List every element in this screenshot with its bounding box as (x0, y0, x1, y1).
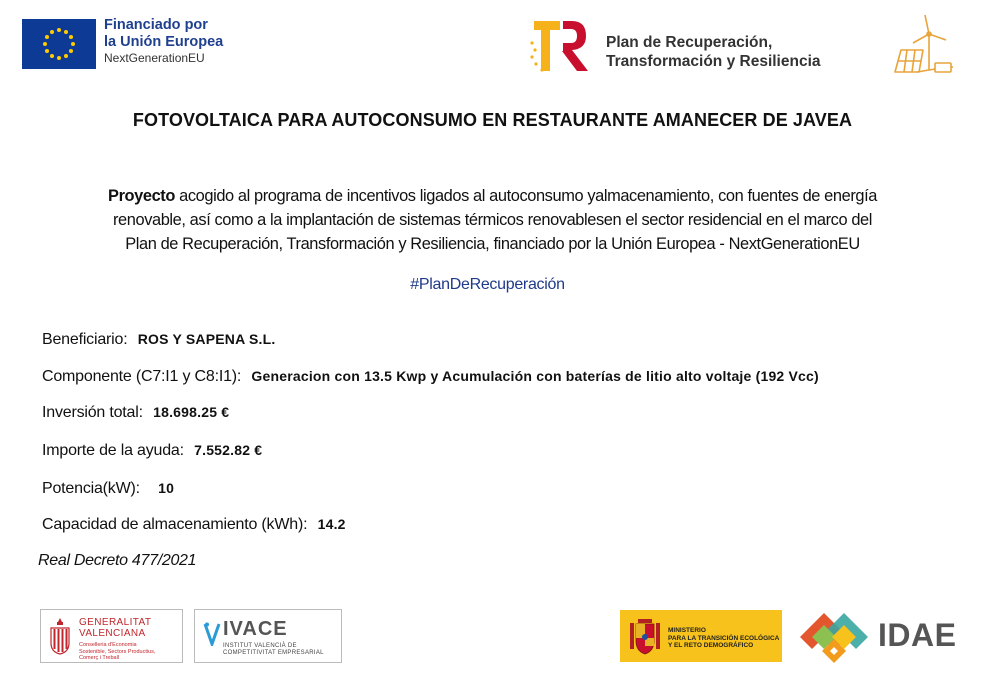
idae-logo-icon (796, 609, 872, 665)
gva-line1: GENERALITAT (79, 617, 152, 628)
generalitat-emblem-icon (48, 616, 72, 656)
gva-sub3: Comerç i Treball (79, 655, 120, 661)
description-line1-text: acogido al programa de incentivos ligados al autoconsumo yalmacenamiento, con fuentes de energía (174, 187, 877, 205)
capacidad-value: 14.2 (317, 516, 346, 532)
ivace-subtitle (223, 643, 324, 657)
ivace-sub2: COMPETITIVITAT EMPRESARIAL (223, 650, 324, 656)
prtr-tr-icon (528, 17, 592, 75)
plan-line2: Transformación y Resiliencia (606, 52, 821, 70)
beneficiario-label: Beneficiario: (42, 331, 128, 348)
gva-line2: VALENCIANA (79, 628, 146, 639)
eu-stars-icon (22, 19, 96, 69)
description-line1 (40, 184, 945, 208)
plan-line1: Plan de Recuperación, (606, 34, 773, 51)
generalitat-conselleria (79, 642, 155, 662)
eu-line2: la Unión Europea (104, 33, 224, 50)
idae-name: IDAE (878, 617, 957, 653)
hashtag: #PlanDeRecuperación (410, 276, 565, 293)
ivace-sub1: INSTITUT VALENCIÀ DE (223, 643, 297, 649)
ivace-mark-icon (203, 622, 221, 646)
inversion-label: Inversión total: (42, 404, 143, 421)
ayuda-value: 7.552.82 € (194, 442, 263, 458)
ivace-name: IVACE (223, 618, 288, 640)
description-lead: Proyecto (108, 187, 175, 205)
eu-line3: NextGenerationEU (104, 51, 205, 66)
min-line2: PARA LA TRANSICIÓN ECOLÓGICA (668, 634, 780, 642)
potencia-value: 10 (158, 480, 175, 496)
field-potencia (42, 480, 174, 498)
min-line3: Y EL RETO DEMOGRÁFICO (668, 642, 754, 649)
ivace-logo (194, 609, 342, 663)
eu-line1: Financiado por (104, 17, 208, 33)
generalitat-logo (40, 609, 183, 663)
decree-reference: Real Decreto 477/2021 (38, 552, 197, 569)
gva-sub1: Conselleria d'Economia (79, 642, 137, 648)
eu-funding-text (104, 17, 223, 66)
capacidad-label: Capacidad de almacenamiento (kWh): (42, 516, 308, 533)
field-ayuda (42, 442, 262, 460)
potencia-label: Potencia(kW): (42, 480, 140, 497)
field-inversion (42, 404, 229, 422)
project-title: FOTOVOLTAICA PARA AUTOCONSUMO EN RESTAURANTE AMANECER DE JAVEA (132, 110, 853, 130)
prtr-logo (528, 17, 592, 75)
prtr-text (606, 34, 821, 71)
field-componente (42, 368, 819, 386)
field-capacidad (42, 516, 346, 534)
generalitat-name (79, 617, 151, 639)
field-beneficiario (42, 331, 275, 349)
ayuda-label: Importe de la ayuda: (42, 442, 184, 459)
beneficiario-value: ROS Y SAPENA S.L. (137, 331, 276, 347)
componente-label: Componente (C7:I1 y C8:I1): (42, 368, 242, 385)
min-line1: MINISTERIO (668, 627, 706, 634)
ministerio-logo (620, 610, 782, 662)
description-line3: Plan de Recuperación, Transformación y Resiliencia, financiado por la Unión Europea - NextGenerationEU (125, 235, 860, 253)
spain-coat-of-arms-icon (628, 615, 662, 657)
wind-solar-icon (889, 12, 955, 78)
ministerio-name (668, 627, 779, 650)
gva-sub2: Sostenible, Sectors Productius, (79, 648, 156, 655)
componente-value: Generacion con 13.5 Kwp y Acumulación con baterías de litio alto voltaje (192 Vcc) (251, 368, 819, 384)
inversion-value: 18.698.25 € (153, 404, 230, 420)
eu-flag-logo (22, 19, 96, 69)
project-description (40, 184, 945, 256)
description-line2: renovable, así como a la implantación de sistemas térmicos renovablesen el sector residencial en el marco del (112, 211, 873, 229)
